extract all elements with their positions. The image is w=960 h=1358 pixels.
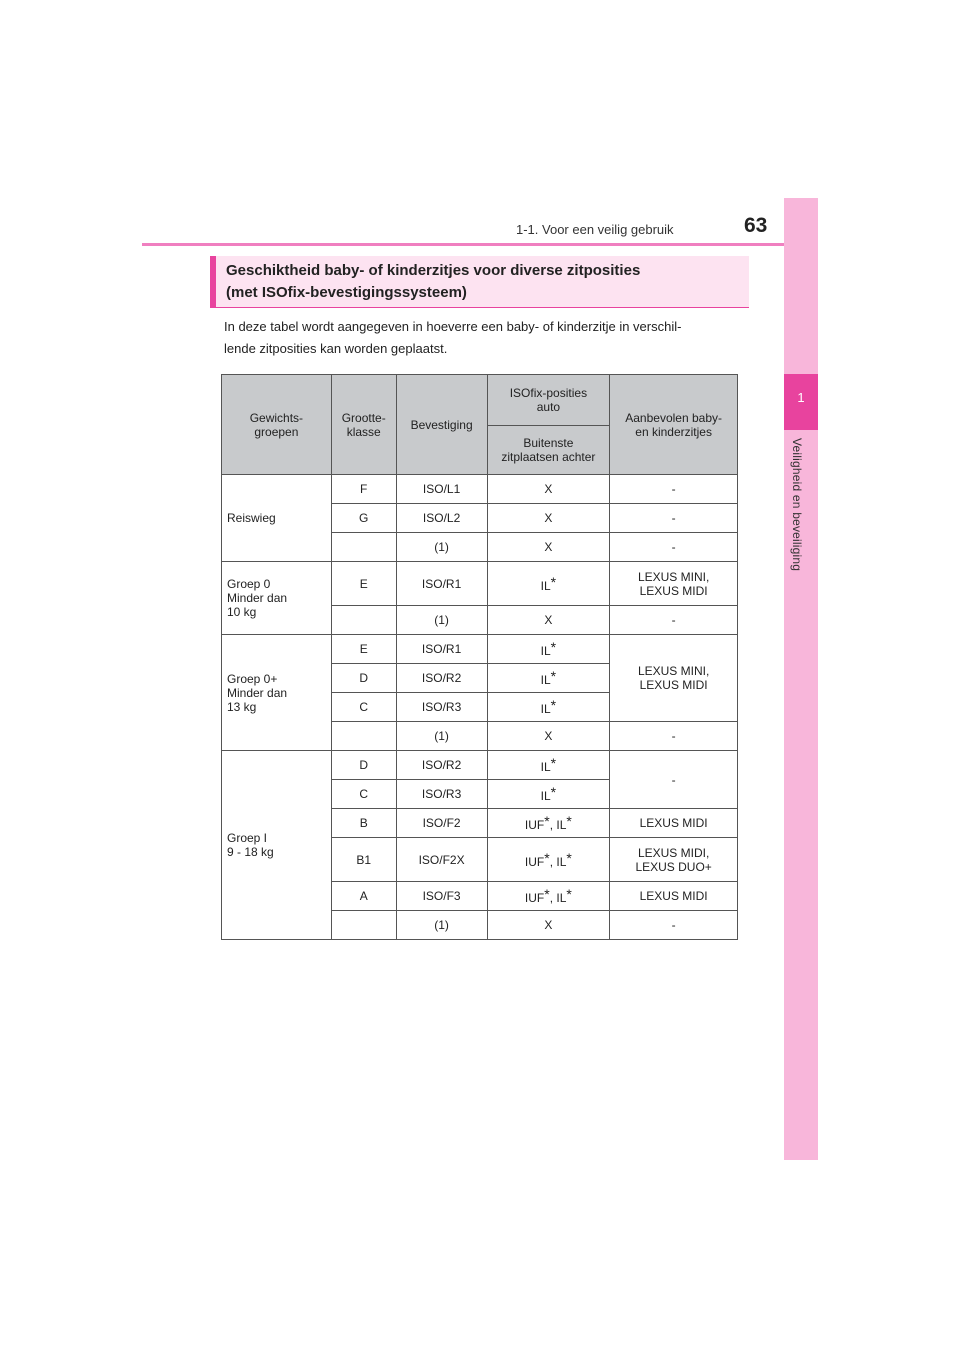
- recommended-seat-cell: LEXUS MIDI: [610, 809, 738, 838]
- fixture-cell: ISO/R3: [396, 693, 487, 722]
- recommended-seat-cell: LEXUS MIDI, LEXUS DUO+: [610, 838, 738, 882]
- fixture-cell: ISO/R2: [396, 664, 487, 693]
- fixture-cell: ISO/F2X: [396, 838, 487, 882]
- fixture-cell: ISO/F2: [396, 809, 487, 838]
- fixture-cell: ISO/R1: [396, 635, 487, 664]
- isofix-position-cell: IL*: [487, 635, 610, 664]
- header-rule: [142, 243, 818, 246]
- section-title: 1-1. Voor een veilig gebruik: [516, 222, 674, 237]
- chapter-title: Veiligheid en beveiliging: [790, 438, 804, 572]
- size-class-cell: C: [331, 693, 396, 722]
- size-class-cell: G: [331, 504, 396, 533]
- fixture-cell: (1): [396, 606, 487, 635]
- recommended-seat-cell: -: [610, 504, 738, 533]
- recommended-seat-cell: -: [610, 533, 738, 562]
- header-recommended-seats: Aanbevolen baby- en kinderzitjes: [610, 375, 738, 475]
- isofix-position-cell: IUF*, IL*: [487, 838, 610, 882]
- fixture-cell: ISO/F3: [396, 882, 487, 911]
- recommended-seat-cell: LEXUS MINI, LEXUS MIDI: [610, 635, 738, 722]
- table-body: [222, 475, 738, 940]
- size-class-cell: C: [331, 780, 396, 809]
- isofix-position-cell: IL*: [487, 664, 610, 693]
- table-row: [222, 562, 738, 606]
- isofix-position-cell: X: [487, 533, 610, 562]
- recommended-seat-cell: -: [610, 911, 738, 940]
- weight-group-cell: Groep 0+ Minder dan 13 kg: [222, 635, 332, 751]
- fixture-cell: (1): [396, 722, 487, 751]
- intro-line-1: In deze tabel wordt aangegeven in hoeverre een baby- of kinderzitje in verschil-: [224, 319, 682, 334]
- isofix-position-cell: X: [487, 911, 610, 940]
- header-weight-groups: Gewichts- groepen: [222, 375, 332, 475]
- size-class-cell: [331, 722, 396, 751]
- recommended-seat-cell: LEXUS MINI, LEXUS MIDI: [610, 562, 738, 606]
- heading-line-2: (met ISOfix-bevestigingssysteem): [226, 284, 467, 301]
- recommended-seat-cell: -: [610, 722, 738, 751]
- isofix-position-cell: IUF*, IL*: [487, 809, 610, 838]
- fixture-cell: (1): [396, 911, 487, 940]
- isofix-position-cell: X: [487, 606, 610, 635]
- chapter-number: 1: [797, 390, 805, 405]
- fixture-cell: ISO/R3: [396, 780, 487, 809]
- section-heading: [210, 256, 749, 308]
- weight-group-cell: Groep 0 Minder dan 10 kg: [222, 562, 332, 635]
- isofix-position-cell: IUF*, IL*: [487, 882, 610, 911]
- size-class-cell: [331, 911, 396, 940]
- fixture-cell: (1): [396, 533, 487, 562]
- header-fixture: Bevestiging: [396, 375, 487, 475]
- size-class-cell: B1: [331, 838, 396, 882]
- recommended-seat-cell: -: [610, 751, 738, 809]
- size-class-cell: D: [331, 664, 396, 693]
- header-outer-rear-seats: Buitenste zitplaatsen achter: [487, 426, 610, 475]
- fixture-cell: ISO/R2: [396, 751, 487, 780]
- header-size-class: Grootte- klasse: [331, 375, 396, 475]
- recommended-seat-cell: -: [610, 606, 738, 635]
- size-class-cell: F: [331, 475, 396, 504]
- table-row: [222, 475, 738, 504]
- isofix-position-cell: IL*: [487, 751, 610, 780]
- size-class-cell: [331, 533, 396, 562]
- size-class-cell: [331, 606, 396, 635]
- isofix-position-cell: X: [487, 722, 610, 751]
- isofix-position-cell: X: [487, 475, 610, 504]
- intro-line-2: lende zitposities kan worden geplaatst.: [224, 341, 448, 356]
- header-isofix-positions: ISOfix-posities auto: [487, 375, 610, 426]
- intro-paragraph: [224, 316, 754, 360]
- size-class-cell: B: [331, 809, 396, 838]
- size-class-cell: E: [331, 635, 396, 664]
- page-number: 63: [744, 214, 768, 237]
- recommended-seat-cell: LEXUS MIDI: [610, 882, 738, 911]
- table-row: [222, 635, 738, 664]
- fixture-cell: ISO/L2: [396, 504, 487, 533]
- isofix-position-cell: X: [487, 504, 610, 533]
- recommended-seat-cell: -: [610, 475, 738, 504]
- isofix-position-cell: IL*: [487, 562, 610, 606]
- size-class-cell: E: [331, 562, 396, 606]
- table-row: [222, 751, 738, 780]
- fixture-cell: ISO/L1: [396, 475, 487, 504]
- chapter-side-band: [784, 198, 818, 1160]
- fixture-cell: ISO/R1: [396, 562, 487, 606]
- isofix-position-cell: IL*: [487, 780, 610, 809]
- isofix-position-cell: IL*: [487, 693, 610, 722]
- size-class-cell: D: [331, 751, 396, 780]
- heading-line-1: Geschiktheid baby- of kinderzitjes voor diverse zitposities: [226, 262, 641, 279]
- weight-group-cell: Reiswieg: [222, 475, 332, 562]
- isofix-compatibility-table: [221, 374, 738, 940]
- weight-group-cell: Groep I 9 - 18 kg: [222, 751, 332, 940]
- size-class-cell: A: [331, 882, 396, 911]
